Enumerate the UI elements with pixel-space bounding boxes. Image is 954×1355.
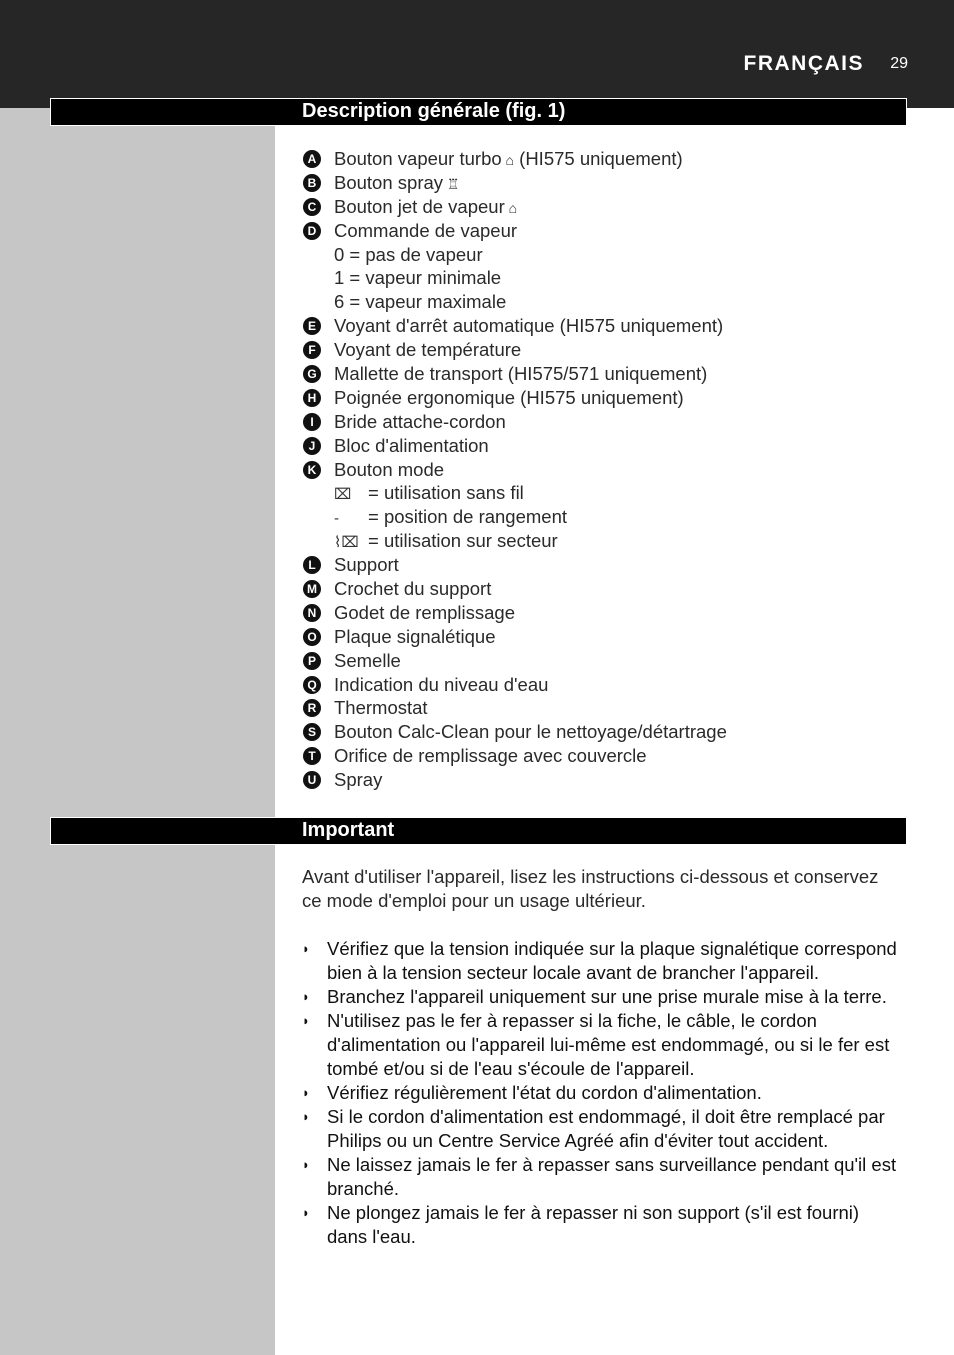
list-item	[302, 744, 902, 768]
item-text: Bouton vapeur turbo	[334, 148, 502, 169]
list-item	[302, 1153, 902, 1201]
item-suffix: (HI575 uniquement)	[514, 148, 683, 169]
letter-badge: I	[303, 413, 321, 431]
letter-badge: H	[303, 389, 321, 407]
bullet-text: Si le cordon d'alimentation est endommagé, il doit être remplacé par Philips ou un Centre Service Agréé afin d'éviter tout accident.	[327, 1106, 885, 1151]
item-text: Voyant de température	[334, 339, 522, 361]
item-text: = utilisation sans fil	[368, 482, 524, 504]
item-text: Bride attache-cordon	[334, 410, 506, 432]
bullet-text: Vérifiez régulièrement l'état du cordon d'alimentation.	[327, 1082, 762, 1103]
list-item	[302, 171, 902, 195]
bullet-text: Branchez l'appareil uniquement sur une prise murale mise à la terre.	[327, 986, 887, 1007]
page-number: 29	[890, 55, 908, 72]
letter-badge: A	[303, 150, 321, 168]
list-item	[302, 362, 902, 386]
list-item	[302, 219, 902, 243]
button-symbol-icon: ♖	[443, 175, 460, 192]
item-text: Poignée ergonomique (HI575 uniquement)	[334, 386, 684, 408]
parts-list	[302, 147, 902, 792]
list-item	[302, 673, 902, 697]
item-text: Bouton Calc-Clean pour le nettoyage/détartrage	[334, 721, 727, 743]
button-symbol-icon: ⌂	[501, 152, 515, 168]
item-text: Plaque signalétique	[334, 625, 496, 647]
button-symbol-icon: ⌂	[504, 199, 518, 216]
list-item	[302, 553, 902, 577]
list-item	[302, 386, 902, 410]
list-item	[302, 625, 902, 649]
item-text: Voyant d'arrêt automatique (HI575 uniquement)	[334, 315, 724, 337]
section-header-description	[50, 98, 907, 126]
letter-badge: D	[303, 222, 321, 240]
list-item	[302, 338, 902, 362]
list-item	[302, 434, 902, 458]
list-item	[302, 195, 902, 219]
list-item	[302, 985, 902, 1009]
item-text: Commande de vapeur	[334, 219, 518, 241]
cordless-iron-icon: ⌧	[334, 486, 352, 504]
item-text: Godet de remplissage	[334, 601, 515, 623]
left-margin-column	[0, 108, 275, 1355]
section-title: Description générale (fig. 1)	[302, 100, 566, 122]
language-label: FRANÇAIS	[743, 52, 864, 75]
section-title: Important	[302, 819, 395, 841]
bullet-text: Ne laissez jamais le fer à repasser sans surveillance pendant qu'il est branché.	[327, 1154, 897, 1199]
letter-badge: J	[303, 437, 321, 455]
list-item	[302, 481, 902, 505]
item-text: Semelle	[334, 649, 401, 671]
item-text: 1 = vapeur minimale	[334, 267, 502, 289]
warning-list	[302, 937, 902, 1249]
letter-badge: O	[303, 628, 321, 646]
item-text: Spray	[334, 769, 383, 791]
list-item	[302, 290, 902, 314]
letter-badge: C	[303, 198, 321, 216]
bullet-text: N'utilisez pas le fer à repasser si la fiche, le câble, le cordon d'alimentation ou l'appareil lui-même est endommagé, ou si le fer est tombé et/ou si de l'eau s'écoule de l'appareil.	[327, 1010, 890, 1079]
corded-iron-icon: ⌇⌧	[334, 534, 359, 552]
list-item	[302, 410, 902, 434]
list-item	[302, 458, 902, 482]
list-item	[302, 1009, 902, 1081]
intro-paragraph: Avant d'utiliser l'appareil, lisez les instructions ci-dessous et conservez ce mode d'emploi pour un usage ultérieur.	[302, 866, 879, 911]
list-item	[302, 577, 902, 601]
section-header-important	[50, 817, 907, 845]
list-item	[302, 505, 902, 529]
item-text: 0 = pas de vapeur	[334, 243, 483, 265]
list-item	[302, 937, 902, 985]
item-text: Indication du niveau d'eau	[334, 673, 549, 695]
item-text: = position de rangement	[368, 506, 568, 528]
bullet-arrow-icon: ◗	[302, 989, 310, 1004]
item-text: Bouton jet de vapeur	[334, 195, 505, 217]
item-text: Crochet du support	[334, 578, 492, 600]
item-text: = utilisation sur secteur	[368, 530, 558, 552]
list-item	[302, 768, 902, 792]
letter-badge: M	[303, 580, 321, 598]
letter-badge: F	[303, 341, 321, 359]
letter-badge: Q	[303, 676, 321, 694]
item-text: Bloc d'alimentation	[334, 434, 489, 456]
letter-badge: E	[303, 317, 321, 335]
bullet-arrow-icon: ◗	[302, 1109, 310, 1124]
list-item	[302, 1081, 902, 1105]
list-item	[302, 1201, 902, 1249]
bullet-text: Ne plongez jamais le fer à repasser ni son support (s'il est fourni) dans l'eau.	[327, 1202, 860, 1247]
list-item	[302, 529, 902, 553]
letter-badge: G	[303, 365, 321, 383]
list-item	[302, 601, 902, 625]
bullet-arrow-icon: ◗	[302, 1157, 310, 1172]
list-item	[302, 243, 902, 267]
list-item	[302, 1105, 902, 1153]
list-item	[302, 720, 902, 744]
bullet-arrow-icon: ◗	[302, 1085, 310, 1100]
item-text: Bouton mode	[334, 458, 445, 480]
list-item	[302, 314, 902, 338]
letter-badge: U	[303, 771, 321, 789]
page-header	[0, 0, 954, 108]
letter-badge: K	[303, 461, 321, 479]
item-text: 6 = vapeur maximale	[334, 291, 507, 313]
list-item	[302, 649, 902, 673]
bullet-arrow-icon: ◗	[302, 1013, 310, 1028]
item-text: Bouton spray	[334, 171, 444, 193]
letter-badge: L	[303, 556, 321, 574]
item-text: Thermostat	[334, 697, 428, 719]
letter-badge: S	[303, 723, 321, 741]
list-item	[302, 696, 902, 720]
letter-badge: P	[303, 652, 321, 670]
letter-badge: N	[303, 604, 321, 622]
letter-badge: T	[303, 747, 321, 765]
list-item	[302, 266, 902, 290]
bullet-arrow-icon: ◗	[302, 1205, 310, 1220]
letter-badge: R	[303, 699, 321, 717]
letter-badge: B	[303, 174, 321, 192]
storage-dash-icon: -	[334, 510, 339, 528]
list-item	[302, 147, 902, 171]
bullet-arrow-icon: ◗	[302, 941, 310, 956]
item-text: Orifice de remplissage avec couvercle	[334, 745, 647, 767]
item-text: Support	[334, 554, 399, 576]
bullet-text: Vérifiez que la tension indiquée sur la plaque signalétique correspond bien à la tension secteur locale avant de brancher l'appareil.	[327, 938, 897, 983]
item-text: Mallette de transport (HI575/571 uniquement)	[334, 363, 708, 385]
